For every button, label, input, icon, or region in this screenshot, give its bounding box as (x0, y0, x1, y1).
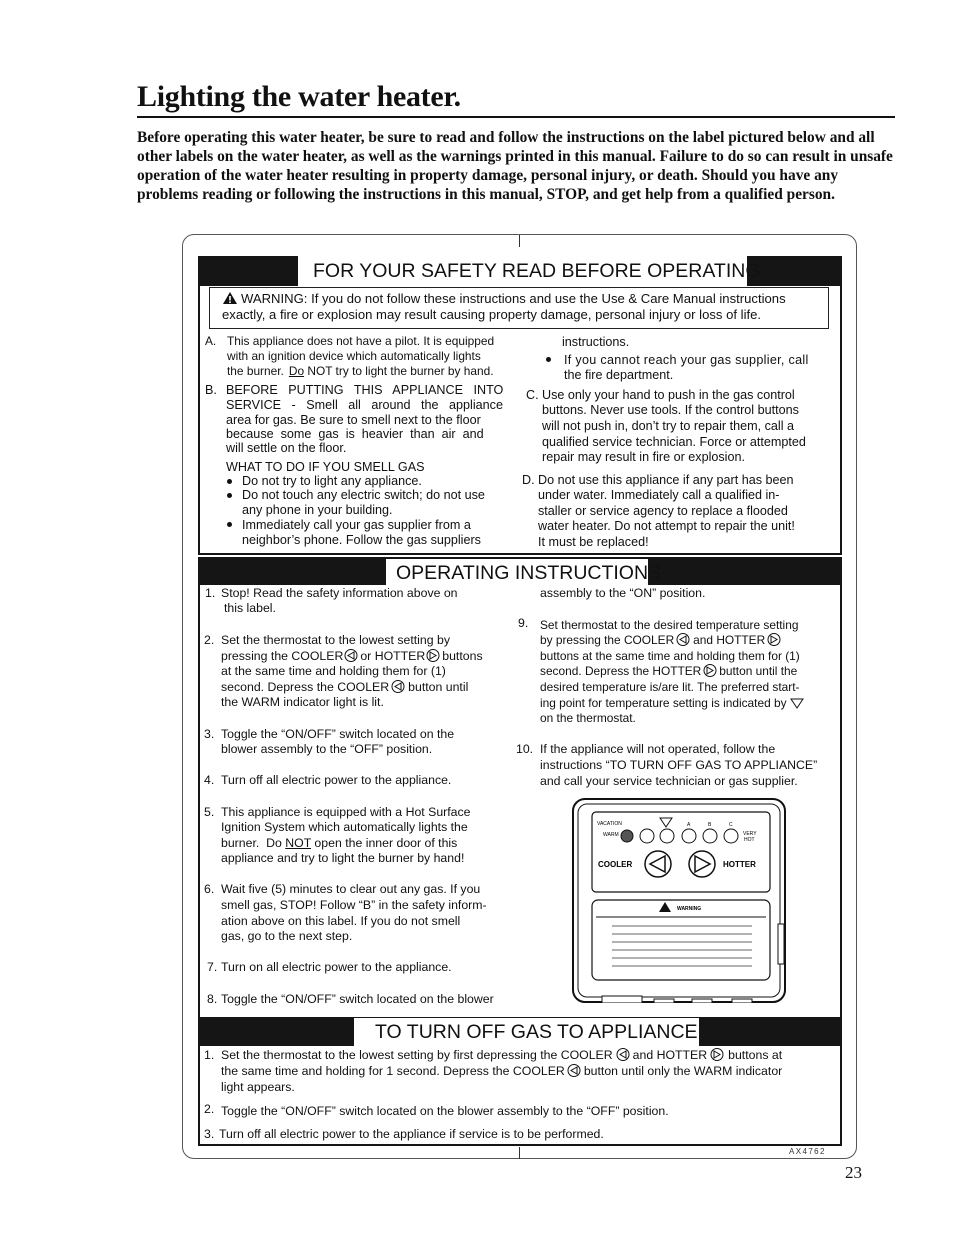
step-2-line: at the same time and holding them for (1) (221, 664, 446, 678)
step-8-line: assembly to the “ON” position. (540, 586, 706, 600)
smell-gas-item: Immediately call your gas supplier from a (242, 518, 471, 532)
cooler-button-icon (675, 633, 692, 646)
step-2-line: the WARM indicator light is lit. (221, 695, 384, 709)
step-2-line: second. Depress the COOLER button until (221, 680, 469, 694)
item-c-line: repair may result in fire or explosion. (542, 450, 745, 464)
step-9-line: desired temperature is/are lit. The preferred start- (540, 680, 800, 694)
bullet-dot (227, 522, 232, 527)
step-8-line: Toggle the “ON/OFF” switch located on the blower (221, 992, 494, 1006)
turnoff-title: TO TURN OFF GAS TO APPLIANCE (354, 1018, 699, 1046)
item-b-line: SERVICE - Smell all around the appliance (226, 398, 503, 412)
warning-line-2: exactly, a fire or explosion may result causing property damage, personal injury or loss of life. (222, 307, 762, 322)
step-2-line: Set the thermostat to the lowest setting by (221, 633, 450, 647)
bullet-dot (546, 357, 551, 362)
step-number: 2. (204, 1102, 215, 1116)
indicator-light-icon (660, 829, 674, 843)
item-c-line: Use only your hand to push in the gas control (542, 388, 795, 402)
turnoff-step-2-line: Toggle the “ON/OFF” switch located on the blower assembly to the “OFF” position. (221, 1104, 669, 1118)
thermostat-illustration (572, 798, 786, 1003)
step-6-line: ation above on this label. If you do not smell (221, 914, 461, 928)
cooler-button-icon (615, 1048, 631, 1061)
item-b-line: BEFORE PUTTING THIS APPLIANCE INTO (226, 383, 504, 397)
step-9-line: buttons at the same time and holding them for (1) (540, 649, 800, 663)
step-3-line: Toggle the “ON/OFF” switch located on the (221, 727, 455, 741)
step-9-line: ing point for temperature setting is indicated by (540, 696, 804, 711)
step-number: 10. (516, 742, 534, 756)
step-number: 8. (207, 992, 218, 1006)
fire-dept-line: If you cannot reach your gas supplier, call (564, 353, 809, 367)
item-b-line: will settle on the floor. (226, 441, 347, 455)
step-number: 5. (204, 805, 215, 819)
smell-gas-item: neighbor’s phone. Follow the gas suppliers (242, 533, 481, 547)
hotter-button-icon (709, 1048, 726, 1061)
step-1-line: Stop! Read the safety information above on (221, 586, 458, 600)
cooler-button-icon (344, 649, 359, 662)
item-a-line: the burner. Do NOT try to light the burner by hand. (227, 364, 494, 378)
step-10-line: and call your service technician or gas supplier. (540, 774, 798, 788)
a-light-icon (682, 829, 696, 843)
bullet-dot (227, 493, 232, 498)
down-triangle-icon (790, 698, 804, 709)
item-b-letter: B. (205, 383, 217, 397)
hotter-button-icon (426, 649, 441, 662)
step-6-line: Wait five (5) minutes to clear out any gas. If you (221, 882, 481, 896)
top-tick (519, 235, 520, 247)
step-number: 3. (204, 727, 215, 741)
page-title: Lighting the water heater. (137, 80, 461, 113)
vacation-light-icon (621, 830, 633, 842)
step-5-line: Ignition System which automatically lights the (221, 820, 468, 834)
turnoff-step-1-line: light appears. (221, 1080, 295, 1094)
fire-dept-line: the fire department. (564, 368, 674, 382)
step-6-line: smell gas, STOP! Follow “B” in the safety inform- (221, 898, 487, 912)
item-d-line: staller or service agency to replace a flooded (538, 504, 788, 518)
hot-label: HOT (744, 837, 755, 843)
turnoff-step-1-line: the same time and holding for 1 second. Depress the COOLER button until only the WARM indicator (221, 1064, 783, 1078)
item-a-letter: A. (205, 334, 217, 348)
instructions-continued: instructions. (562, 335, 630, 349)
hotter-button-icon (766, 633, 783, 646)
bullet-dot (227, 479, 232, 484)
very-label: VERY (743, 831, 757, 837)
item-d-letter: D. (522, 473, 535, 487)
cooler-label: COOLER (598, 860, 633, 869)
step-7-line: Turn on all electric power to the appliance. (221, 960, 452, 974)
step-number: 1. (205, 586, 216, 600)
item-a-line: with an ignition device which automatically lights (227, 349, 481, 363)
cooler-button-icon (390, 680, 407, 693)
step-1-line: this label. (224, 601, 276, 615)
bottom-tick (519, 1147, 520, 1159)
step-6-line: gas, go to the next step. (221, 929, 353, 943)
step-10-line: If the appliance will not operated, follow the (540, 742, 776, 756)
step-5-line: This appliance is equipped with a Hot Surface (221, 805, 471, 819)
item-c-line: will not push in, don’t try to repair them, call a (542, 419, 794, 433)
safety-title: FOR YOUR SAFETY READ BEFORE OPERATING (298, 256, 747, 286)
turnoff-step-3-line: Turn off all electric power to the appliance if service is to be performed. (219, 1127, 604, 1141)
item-d-line: It must be replaced! (538, 535, 649, 549)
step-5-line: appliance and try to light the burner by hand! (221, 851, 465, 865)
item-d-line: Do not use this appliance if any part has been (538, 473, 794, 487)
c-light-icon (724, 829, 738, 843)
smell-gas-item: Do not touch any electric switch; do not use (242, 488, 485, 502)
item-c-letter: C. (526, 388, 539, 402)
step-number: 2. (204, 633, 215, 647)
step-9-line: by pressing the COOLER and HOTTER (540, 633, 784, 648)
smell-gas-item: any phone in your building. (242, 503, 393, 517)
warm-light-icon (640, 829, 654, 843)
a-label: A (687, 822, 691, 828)
warning-line-1: WARNING: If you do not follow these instructions and use the Use & Care Manual instructions (241, 291, 786, 306)
step-3-line: blower assembly to the “OFF” position. (221, 742, 433, 756)
c-label: C (729, 822, 733, 828)
operating-title: OPERATING INSTRUCTIONS (386, 559, 648, 587)
step-9-line: Set thermostat to the desired temperature setting (540, 618, 799, 632)
turnoff-step-1-line: Set the thermostat to the lowest setting by first depressing the COOLER and HOTTER buttons at (221, 1048, 783, 1062)
page-number: 23 (845, 1163, 862, 1182)
step-number: 7. (207, 960, 218, 974)
title-rule (137, 116, 895, 118)
step-number: 3. (204, 1127, 215, 1141)
item-b-line: area for gas. Be sure to smell next to the floor (226, 413, 481, 427)
step-number: 1. (204, 1048, 215, 1062)
hotter-label: HOTTER (723, 860, 756, 869)
label-code: AX4762 (789, 1147, 826, 1156)
b-label: B (708, 822, 712, 828)
cooler-button-icon (566, 1064, 583, 1077)
step-number: 6. (204, 882, 215, 896)
warning-triangle-icon (222, 291, 238, 305)
step-10-line: instructions “TO TURN OFF GAS TO APPLIANCE” (540, 758, 818, 772)
intro-paragraph: Before operating this water heater, be sure to read and follow the instructions on the label pictured below and all other labels on the water heater, as well as the warnings printed in this manual. Failure to do so can result in unsafe operation of the water heater resulting in property damage, personal injury, or death. Should you have any problems reading or following the instructions in this manual, STOP, and get help from a qualified person. (137, 129, 893, 203)
item-b-line: because some gas is heavier than air and (226, 427, 484, 441)
step-number: 4. (204, 773, 215, 787)
warm-label: WARM (603, 832, 619, 838)
step-9-line: second. Depress the HOTTER button until the (540, 664, 798, 678)
item-a-line: This appliance does not have a pilot. It is equipped (227, 334, 495, 348)
item-d-line: under water. Immediately call a qualified in- (538, 488, 780, 502)
warning-box (209, 287, 829, 329)
item-c-line: buttons. Never use tools. If the control buttons (542, 403, 799, 417)
item-d-line: water heater. Do not attempt to repair the unit! (538, 519, 795, 533)
vacation-label: VACATION (597, 821, 622, 827)
step-5-line: burner. Do NOT open the inner door of this (221, 836, 458, 850)
item-c-line: qualified service technician. Force or attempted (542, 435, 806, 449)
step-number: 9. (518, 616, 529, 630)
b-light-icon (703, 829, 717, 843)
smell-gas-heading: WHAT TO DO IF YOU SMELL GAS (226, 460, 425, 474)
device-warning-label: WARNING (677, 906, 702, 912)
step-2-line: pressing the COOLER or HOTTER buttons (221, 649, 483, 663)
hotter-button-icon (702, 664, 718, 677)
smell-gas-item: Do not try to light any appliance. (242, 474, 422, 488)
step-4-line: Turn off all electric power to the appliance. (221, 773, 452, 787)
step-9-line: on the thermostat. (540, 711, 636, 725)
